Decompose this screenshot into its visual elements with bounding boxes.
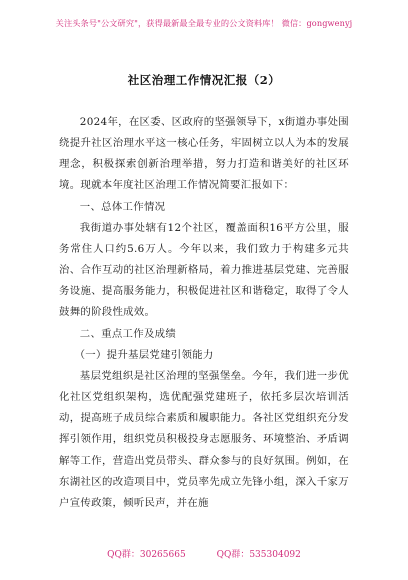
- section2-heading: 二、重点工作及成绩: [79, 327, 177, 340]
- header-promo-text: 关注头条号"公文研究"，获得最新最全最专业的公文资料库！ 微信：gongwenyj: [55, 18, 353, 28]
- intro-paragraph: 2024年，在区委、区政府的坚强领导下，x街道办事处围绕提升社区治理水平这一核心任务，牢固树立以人为本的发展理念，积极探索创新治理举措，努力打造和谐美好的社区环境。现就本年度社区治理工作情况简要汇报如下：: [59, 116, 349, 192]
- footer-contact: [0, 547, 408, 560]
- footer-qq-group-1: QQ群：30265665: [107, 550, 186, 560]
- subsection1-heading: （一）提升基层党建引领能力: [74, 348, 214, 361]
- section1-paragraph: 我街道办事处辖有12个社区，覆盖面积16平方公里，服务常住人口约5.6万人。今年以来，我们致力于构建多元共治、合作互动的社区治理新格局，着力推进基层党建、完善服务设施、提高服务能力，积极促进社区和谐稳定，取得了令人鼓舞的阶段性成效。: [59, 221, 349, 319]
- section1-heading: 一、总体工作情况: [79, 200, 166, 213]
- document-title: 社区治理工作情况汇报（2）: [127, 73, 281, 87]
- footer-qq-group-2: QQ群：535304092: [216, 550, 301, 560]
- subsection1-paragraph: 基层党组织是社区治理的坚强堡垒。今年，我们进一步优化社区党组织架构，选优配强党建班子，依托多层次培训活动，提高班子成员综合素质和履职能力。各社区党组织充分发挥引领作用，组织党员积极投身志愿服务、环境整治、矛盾调解等工作，营造出党员带头、群众参与的良好氛围。例如，在东湖社区的改造项目中，党员率先成立先锋小组，深入千家万户宣传政策，倾听民声，并在施: [59, 369, 349, 509]
- document-body: [59, 112, 349, 514]
